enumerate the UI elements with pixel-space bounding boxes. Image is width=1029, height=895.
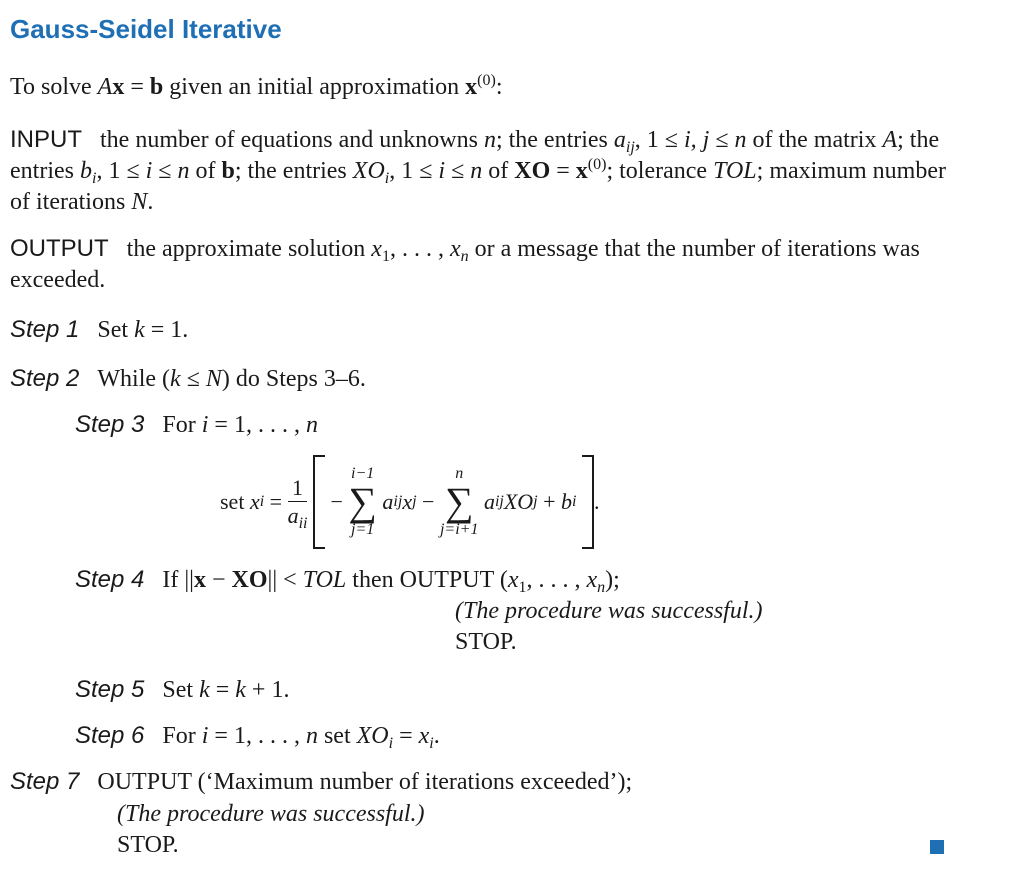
step-6-label: Step 6 xyxy=(75,722,145,749)
intro-line: To solve Ax = b given an initial approximation $x^{(0)}$: xyxy=(10,72,503,100)
output-label: OUTPUT xyxy=(10,235,109,262)
step-7-stop: STOP. xyxy=(117,832,179,858)
right-bracket xyxy=(582,455,594,549)
step-3-formula: set xi = $\frac{1}{a_{ii}}$ − i−1 ∑ j=1 aijxj − n ∑ j=i+1 aijXOj + bi . xyxy=(220,455,599,549)
page-title: Gauss-Seidel Iterative xyxy=(10,14,282,44)
step-3: Step 3 For i = 1, . . . , n xyxy=(75,411,318,438)
step-1: Step 1 Set k = 1. xyxy=(10,316,189,343)
step-1-label: Step 1 xyxy=(10,316,80,343)
step-2-label: Step 2 xyxy=(10,365,80,392)
output-block: OUTPUT the approximate solution $x_1$, . . . , $x_n$ or a message that the number of iterations was exceeded. xyxy=(10,235,920,293)
step-4-label: Step 4 xyxy=(75,566,145,593)
step-4-note: (The procedure was successful.) xyxy=(455,598,763,624)
step-5-label: Step 5 xyxy=(75,676,145,703)
input-block: INPUT the number of equations and unknowns n; the entries $a_{ij}$, 1 ≤ i, j ≤ n of the matrix A; the entries $b_i$, 1 ≤ i ≤ n of b; the entries $XO_i$, 1 ≤ i ≤ n of XO = $x^{(0)}$; tolerance TOL; maximum number of iterations N. xyxy=(10,126,946,215)
sum-2: n ∑ j=i+1 xyxy=(439,465,479,538)
end-of-algorithm-square-icon xyxy=(930,840,944,854)
step-7-label: Step 7 xyxy=(10,768,80,795)
step-7-note: (The procedure was successful.) xyxy=(117,801,425,827)
sum-1: i−1 ∑ j=1 xyxy=(348,465,377,538)
step-5: Step 5 Set k = k + 1. xyxy=(75,676,290,703)
step-7: Step 7 OUTPUT (‘Maximum number of iterations exceeded’); xyxy=(10,768,633,795)
fraction: $\frac{1}{a_{ii}}$ xyxy=(287,474,308,532)
input-label: INPUT xyxy=(10,126,82,153)
step-2: Step 2 While (k ≤ N) do Steps 3–6. xyxy=(10,365,366,392)
step-6: Step 6 For i = 1, . . . , n set $XO_i = x_i$. xyxy=(75,722,440,752)
step-4: Step 4 If ||x − XO|| < TOL then OUTPUT ($x_1$, . . . , $x_n$); xyxy=(75,566,620,596)
step-4-stop: STOP. xyxy=(455,629,517,655)
left-bracket xyxy=(313,455,325,549)
step-3-label: Step 3 xyxy=(75,411,145,438)
